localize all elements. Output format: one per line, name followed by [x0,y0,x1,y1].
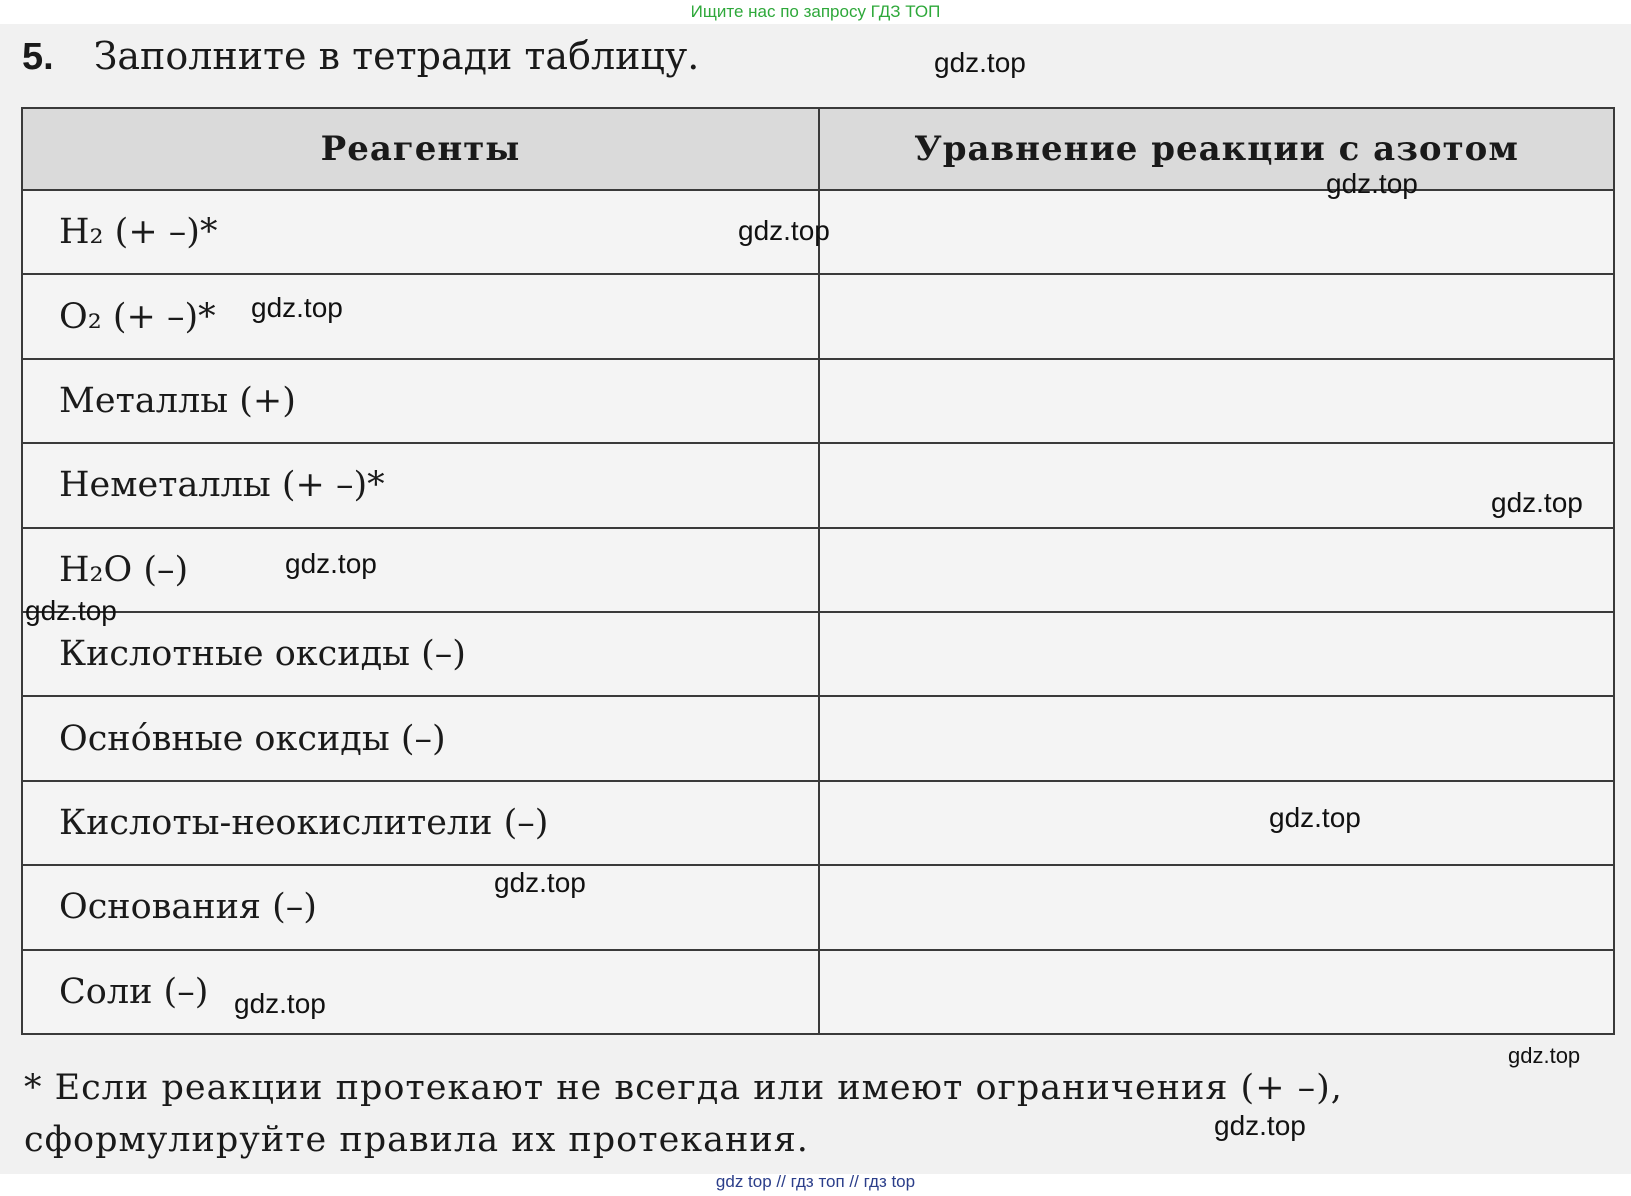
table-row [22,865,1614,949]
footnote: * Если реакции протекают не всегда или имеют ограничения (+ –), сформулируйте правила их протекания. [24,1068,1343,1160]
table-row [22,528,1614,612]
reagent-cell: H₂O (–) [22,528,819,612]
equation-cell [819,950,1614,1034]
table-row [22,359,1614,443]
reagent-cell: Основания (–) [22,865,819,949]
watermark: gdz.top [285,548,377,579]
reagent-cell: Соли (–) [22,950,819,1034]
equation-cell [819,359,1614,443]
task-text: Заполните в тетради таблицу. [93,34,700,78]
equation-cell [819,696,1614,780]
watermark: gdz.top [25,595,117,626]
watermark: gdz.top [934,47,1026,78]
reagent-cell: Осно́вные оксиды (–) [22,696,819,780]
watermark: gdz.top [1269,802,1361,833]
watermark: gdz.top [494,867,586,898]
watermark: gdz.top [1491,487,1583,518]
equation-cell [819,190,1614,274]
watermark: gdz.top [251,292,343,323]
equation-cell [819,274,1614,358]
header-search-link[interactable]: Ищите нас по запросу ГДЗ ТОП [690,2,941,21]
table-row [22,443,1614,527]
watermark: gdz.top [738,215,830,246]
header-equation: Уравнение реакции с азотом [819,108,1614,190]
table-row [22,612,1614,696]
table-row [22,781,1614,865]
watermark: gdz.top [1508,1043,1581,1068]
header-reagents: Реагенты [22,108,819,190]
task-number: 5. [22,36,54,78]
footer-text: gdz top // гдз топ // гдз top [715,1172,916,1191]
reagent-cell: Кислоты-неокислители (–) [22,781,819,865]
watermark: gdz.top [1214,1110,1306,1141]
watermark: gdz.top [234,988,326,1019]
equation-cell [819,612,1614,696]
task-heading [22,34,699,79]
reagent-cell: H₂ (+ –)* [22,190,819,274]
table-row [22,696,1614,780]
reagent-cell: O₂ (+ –)* [22,274,819,358]
reagent-cell: Кислотные оксиды (–) [22,612,819,696]
reagent-cell: Неметаллы (+ –)* [22,443,819,527]
reagent-cell: Металлы (+) [22,359,819,443]
watermark: gdz.top [1326,168,1418,199]
equation-cell [819,781,1614,865]
equation-cell [819,528,1614,612]
equation-cell [819,865,1614,949]
